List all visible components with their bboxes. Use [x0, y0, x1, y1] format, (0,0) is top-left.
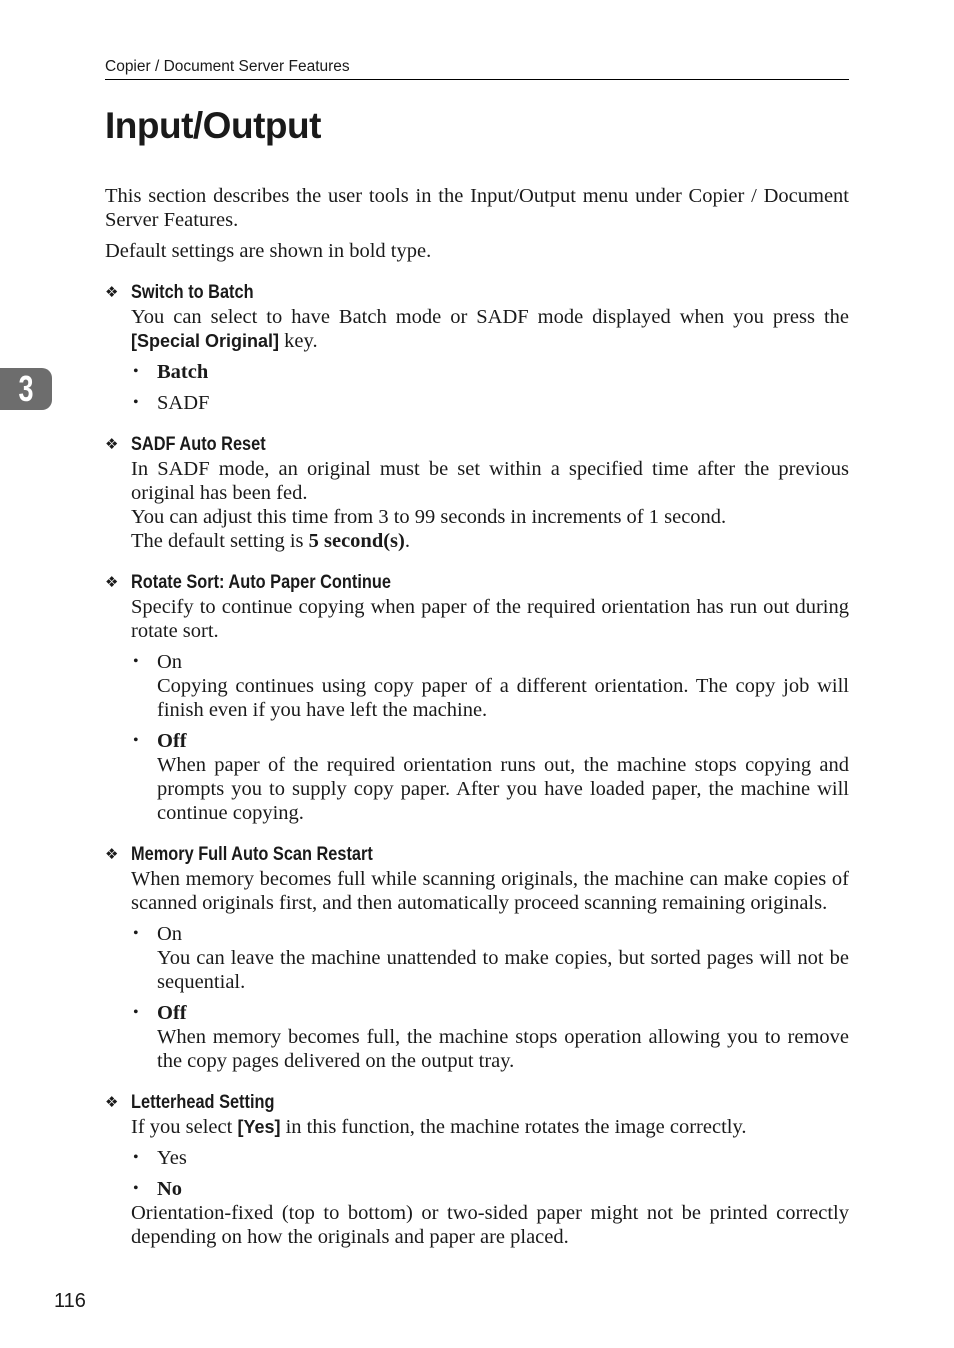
option-label: On: [157, 651, 183, 673]
section-body: [131, 305, 849, 415]
diamond-bullet-icon: ❖: [105, 284, 119, 301]
section-body: [131, 867, 849, 1073]
option-list: [131, 650, 849, 825]
chapter-tab: [0, 368, 52, 410]
option-off: [131, 1001, 849, 1073]
section-heading: [105, 281, 849, 305]
section-text: You can select to have Batch mode or SADF mode displayed when you press the [Special Original] key.: [131, 306, 849, 352]
section-text: If you select [Yes] in this function, the machine rotates the image correctly.: [131, 1116, 747, 1138]
page-number: 116: [54, 1290, 86, 1312]
special-original-key: [Special Original]: [131, 331, 280, 351]
option-label: Off: [157, 1002, 187, 1024]
option-description: When memory becomes full, the machine stops operation allowing you to remove the copy pages delivered on the output tray.: [157, 1026, 849, 1072]
bullet-icon: •: [133, 732, 139, 749]
option-off: [131, 729, 849, 825]
section-heading: [105, 1091, 849, 1115]
option-description: You can leave the machine unattended to make copies, but sorted pages will not be sequential.: [157, 947, 849, 993]
bullet-icon: •: [133, 1004, 139, 1021]
section-rotate-sort: [105, 571, 849, 825]
page-title: Input/Output: [105, 105, 321, 146]
section-heading: [105, 571, 849, 595]
chapter-number: 3: [18, 368, 34, 409]
section-body: [131, 457, 849, 553]
option-description: Copying continues using copy paper of a different orientation. The copy job will finish even if you have left the machine.: [157, 675, 849, 721]
defaults-note: Default settings are shown in bold type.: [105, 240, 432, 262]
diamond-bullet-icon: ❖: [105, 1094, 119, 1111]
section-title: Letterhead Setting: [131, 1092, 275, 1113]
letterhead-note: Orientation-fixed (top to bottom) or two-sided paper might not be printed correctly depending on how the originals and paper are placed.: [131, 1202, 849, 1248]
bullet-icon: •: [133, 394, 139, 411]
option-yes: • Yes: [133, 1147, 187, 1169]
option-list: [131, 922, 849, 1073]
bullet-icon: •: [133, 1149, 139, 1166]
section-switch-to-batch: [105, 281, 849, 415]
option-list: [131, 360, 849, 415]
option-label: Off: [157, 730, 187, 752]
section-letterhead-setting: [105, 1091, 849, 1249]
section-title: Memory Full Auto Scan Restart: [131, 844, 373, 865]
section-heading: [105, 843, 849, 867]
bullet-icon: •: [133, 363, 139, 380]
bullet-icon: •: [133, 925, 139, 942]
diamond-bullet-icon: ❖: [105, 846, 119, 863]
diamond-bullet-icon: ❖: [105, 436, 119, 453]
section-memory-full: [105, 843, 849, 1073]
intro-paragraph: This section describes the user tools in the Input/Output menu under Copier / Document Server Features.: [105, 185, 849, 231]
running-header: Copier / Document Server Features: [105, 57, 849, 80]
section-text: You can adjust this time from 3 to 99 seconds in increments of 1 second.: [131, 506, 727, 528]
option-sadf: • SADF: [133, 392, 210, 414]
option-list: [131, 1146, 849, 1201]
option-on: [131, 922, 849, 994]
section-body: [131, 1115, 849, 1249]
option-description: When paper of the required orientation runs out, the machine stops copying and prompts you to supply copy paper. After you have loaded paper, the machine will continue copying.: [157, 754, 849, 824]
section-text: Specify to continue copying when paper of the required orientation has run out during rotate sort.: [131, 596, 849, 642]
section-text: When memory becomes full while scanning originals, the machine can make copies of scanned originals first, and then automatically proceed scanning remaining originals.: [131, 868, 849, 914]
section-title: SADF Auto Reset: [131, 434, 266, 455]
section-sadf-auto-reset: [105, 433, 849, 553]
bullet-icon: •: [133, 653, 139, 670]
bullet-icon: •: [133, 1180, 139, 1197]
yes-key: [Yes]: [237, 1117, 281, 1137]
page-content: [105, 184, 849, 1249]
option-batch: • Batch: [133, 361, 209, 383]
diamond-bullet-icon: ❖: [105, 574, 119, 591]
section-title: Switch to Batch: [131, 282, 254, 303]
section-body: [131, 595, 849, 825]
section-heading: [105, 433, 849, 457]
option-on: [131, 650, 849, 722]
option-no: • No: [133, 1178, 183, 1200]
section-title: Rotate Sort: Auto Paper Continue: [131, 572, 391, 593]
option-label: On: [157, 923, 183, 945]
section-text: In SADF mode, an original must be set within a specified time after the previous original has been fed.: [131, 458, 849, 504]
default-setting-text: The default setting is 5 second(s).: [131, 530, 410, 552]
